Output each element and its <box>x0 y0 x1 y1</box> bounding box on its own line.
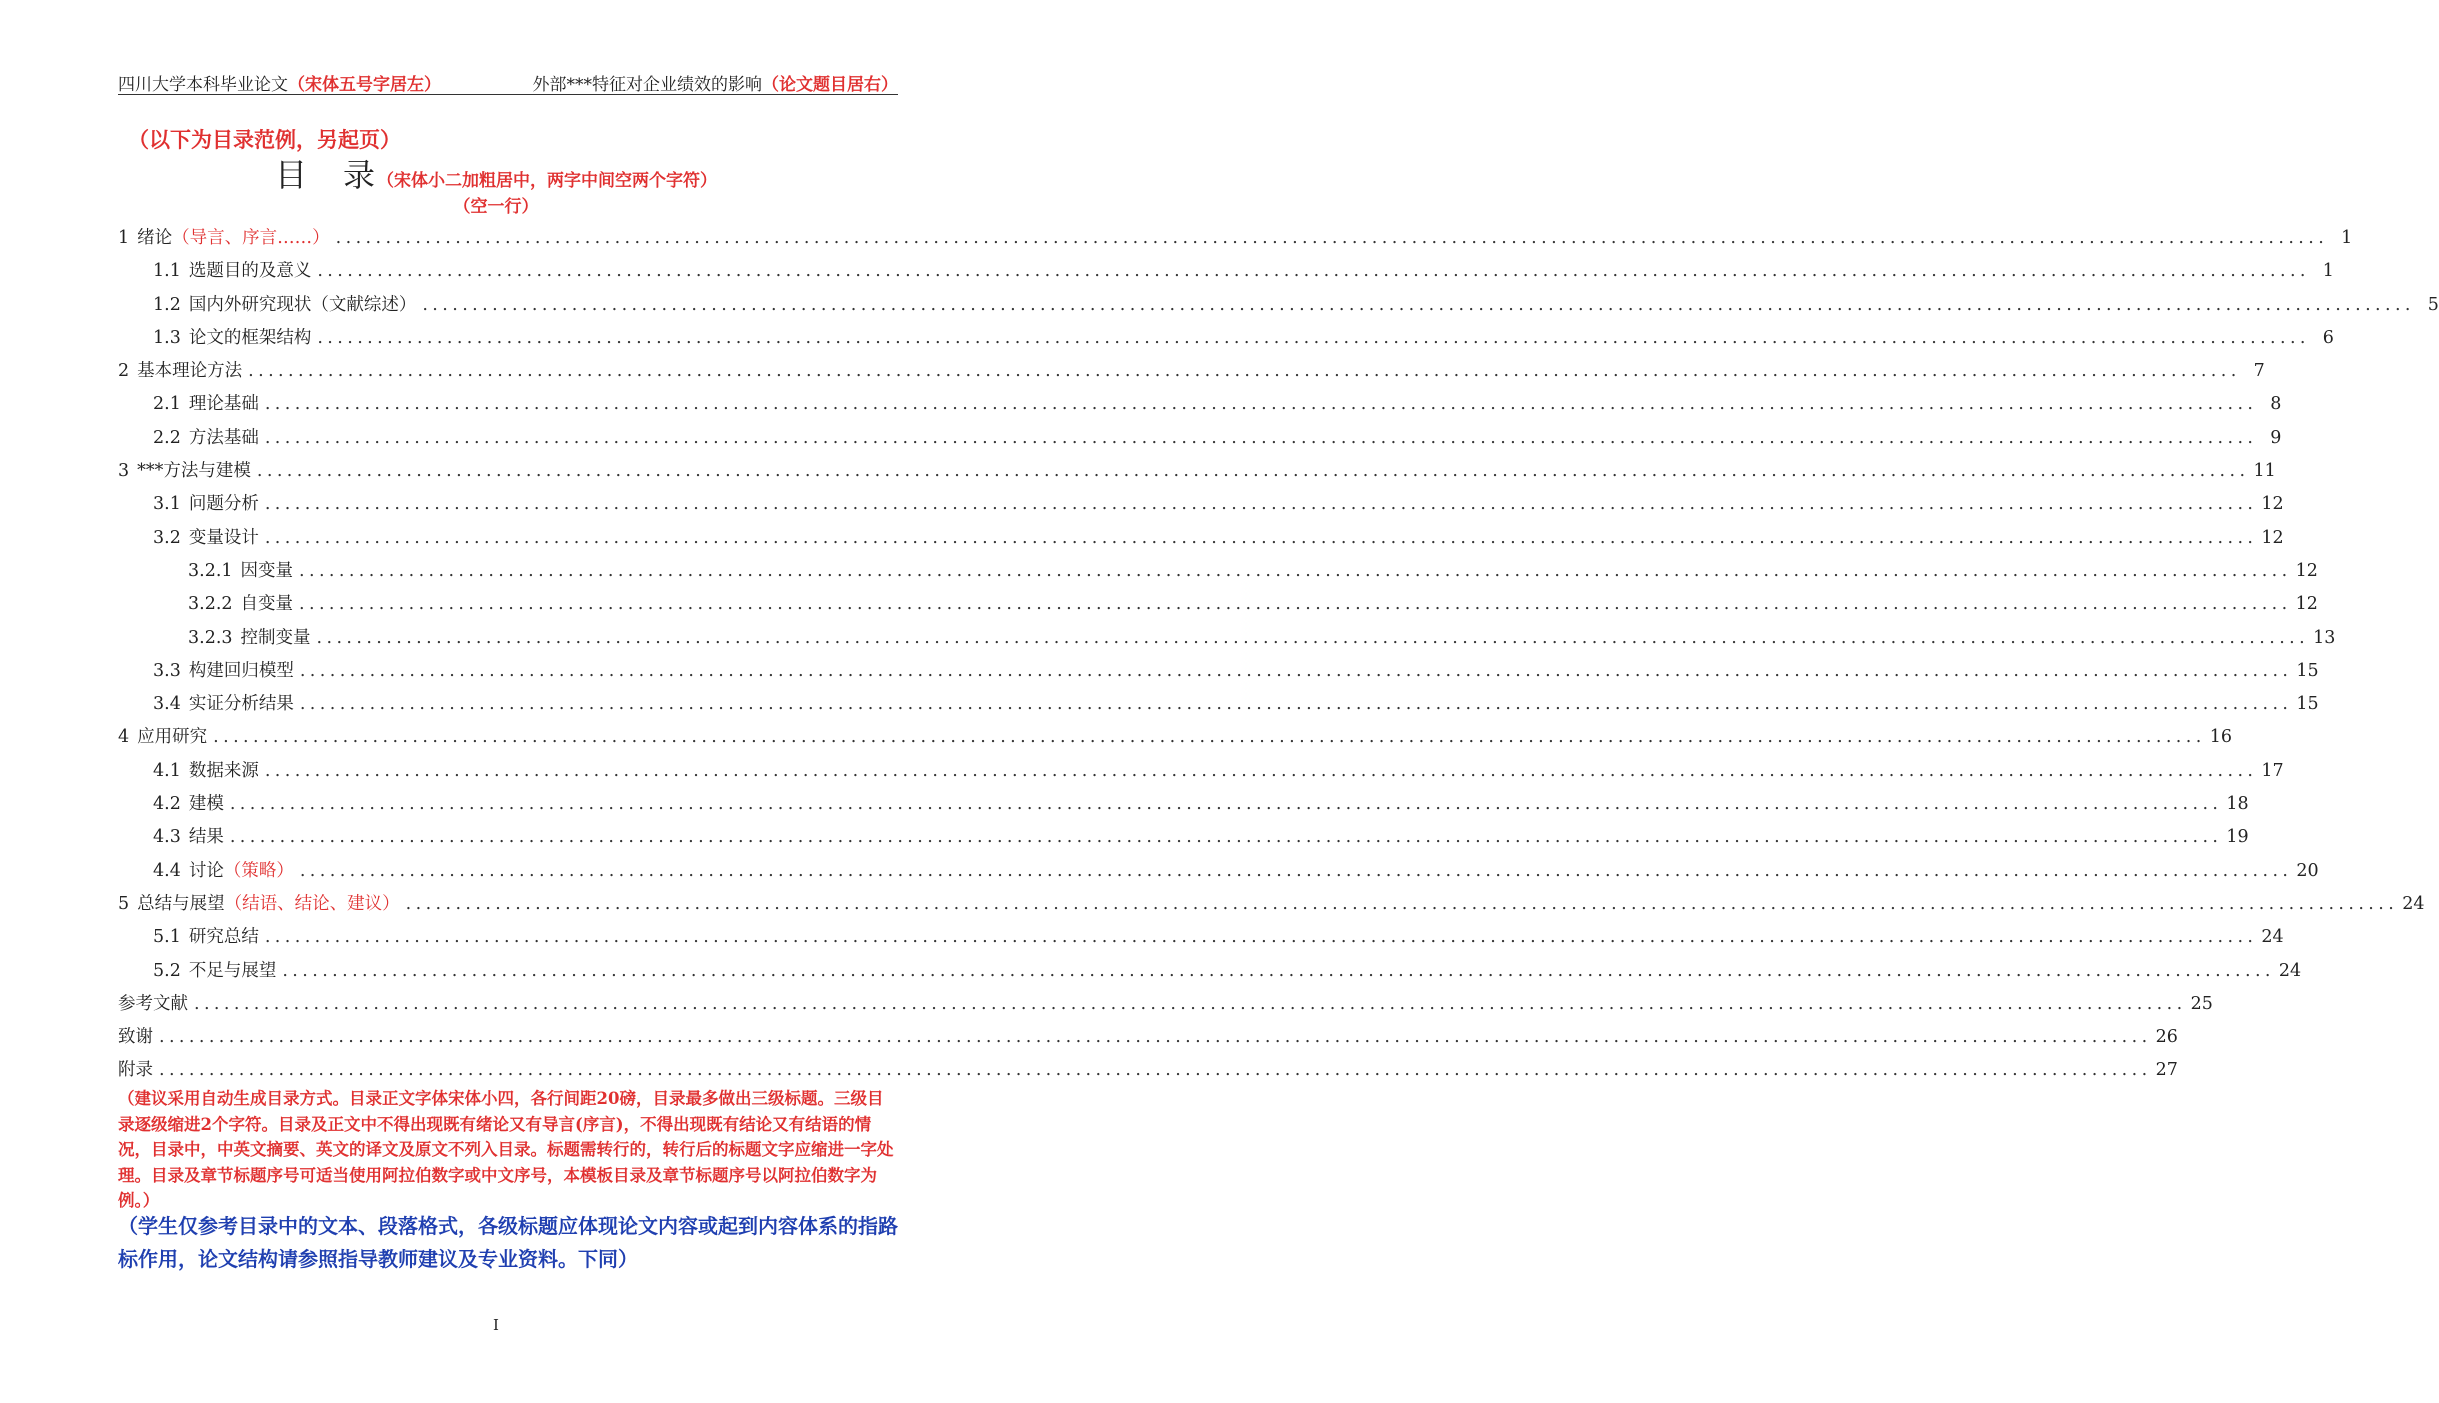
header-left <box>118 70 441 95</box>
toc-leader-dots: ........................................................................................................................................................................................................ <box>248 361 2241 382</box>
toc-entry-label <box>188 555 293 588</box>
toc-entry-number: 1.1 <box>153 261 181 282</box>
toc-leader-dots: ........................................................................................................................................................................................................ <box>317 327 2310 348</box>
toc-entry-label <box>153 921 259 954</box>
toc-title <box>0 150 992 196</box>
toc-entry-title: 控制变量 <box>240 627 311 648</box>
toc-entry-number: 1.3 <box>153 327 181 348</box>
toc-leader-dots: ........................................................................................................................................................................................................ <box>264 394 2258 415</box>
toc-entry-label <box>118 988 188 1021</box>
toc-entry-title: 选题目的及意义 <box>188 261 312 282</box>
toc-title-note: （宋体小二加粗居中，两字中间空两个字符） <box>377 171 717 191</box>
toc-entry-page: 8 <box>2270 394 2282 415</box>
toc-entry-title: 绪论 <box>137 228 173 248</box>
toc-entry-label <box>153 255 311 288</box>
toc-entry-number: 5.1 <box>153 927 181 948</box>
toc-entry-label <box>153 422 259 455</box>
toc-leader-dots: ........................................................................................................................................................................................................ <box>159 1027 2152 1048</box>
toc-entry-note: （策略） <box>223 860 294 881</box>
toc-entry-page: 25 <box>2190 993 2213 1014</box>
toc-entry-number: 4.1 <box>153 760 181 781</box>
toc-leader-dots: ........................................................................................................................................................................................................ <box>299 694 2293 715</box>
toc-entry-title: 附录 <box>118 1060 153 1081</box>
toc-entry-number: 3.2.2 <box>188 594 233 615</box>
toc-entry-number: 3.2.3 <box>188 627 233 648</box>
toc-entry-note: （结语、结论、建议） <box>224 893 400 914</box>
toc-leader-dots: ........................................................................................................................................................................................................ <box>299 860 2293 881</box>
toc-entry-number: 3.4 <box>153 694 181 715</box>
toc-entry-title: 致谢 <box>118 1027 153 1048</box>
toc-entry-label <box>118 721 207 754</box>
toc-leader-dots: ........................................................................................................................................................................................................ <box>299 660 2293 681</box>
blank-line-note: （空一行） <box>453 197 539 217</box>
toc-entry-title: 总结与展望 <box>137 893 225 914</box>
toc-leader-dots: ........................................................................................................................................................................................................ <box>264 427 2258 448</box>
toc-entry-title: 理论基础 <box>188 394 259 415</box>
toc-entry-page: 18 <box>2226 794 2249 815</box>
toc-entry[interactable] <box>118 688 2319 721</box>
toc-entry-title: 建模 <box>188 794 224 815</box>
toc-entry-page: 5 <box>2427 294 2439 315</box>
toc-entry-title: 构建回归模型 <box>188 660 294 681</box>
toc-leader-dots: ........................................................................................................................................................................................................ <box>194 993 2187 1014</box>
toc-leader-dots: ........................................................................................................................................................................................................ <box>335 228 2329 248</box>
toc-entry-label <box>118 1054 153 1087</box>
toc-entry-page: 12 <box>2261 527 2284 548</box>
toc-entry-label <box>118 355 242 388</box>
toc-entry-label <box>153 821 224 854</box>
toc-entry-title: 研究总结 <box>188 927 259 948</box>
toc-leader-dots: ........................................................................................................................................................................................................ <box>264 527 2258 548</box>
toc-entry-label <box>153 322 311 355</box>
toc-entry-number: 5.2 <box>153 960 181 981</box>
toc-entry-number: 2.1 <box>153 394 181 415</box>
toc-entry[interactable] <box>118 422 2282 455</box>
toc-entry-label <box>118 1021 153 1054</box>
toc-entry[interactable] <box>118 555 2318 588</box>
toc-entry[interactable] <box>118 455 2276 488</box>
toc-entry-label <box>153 855 294 888</box>
toc-entry-label <box>153 955 276 988</box>
header-left-text: 四川大学本科毕业论文 <box>118 75 288 95</box>
toc-entry-title: 不足与展望 <box>188 960 277 981</box>
toc-entry-title: 自变量 <box>240 594 294 615</box>
toc-entry-title: 讨论 <box>188 860 224 881</box>
toc-entry[interactable] <box>118 522 2284 555</box>
toc-entry-page: 13 <box>2313 627 2336 648</box>
toc-entry-page: 11 <box>2253 461 2276 482</box>
toc-entry[interactable] <box>118 488 2284 521</box>
toc-entry[interactable] <box>118 788 2249 821</box>
toc-entry-label <box>153 788 224 821</box>
toc-entry[interactable] <box>118 322 2334 355</box>
toc-entry-page: 15 <box>2296 694 2319 715</box>
toc-entry-page: 24 <box>2261 927 2284 948</box>
page-header <box>118 68 898 95</box>
toc-entry-number: 3.1 <box>153 494 181 515</box>
toc-entry-title: 应用研究 <box>137 727 208 748</box>
toc-entry-title: ***方法与建模 <box>137 461 251 482</box>
toc-entry-page: 6 <box>2322 327 2334 348</box>
toc-entry-title: 基本理论方法 <box>137 361 243 382</box>
toc-entry-page: 1 <box>2322 261 2334 282</box>
toc-entry[interactable] <box>118 655 2319 688</box>
toc-entry-page: 12 <box>2295 560 2318 581</box>
student-guidance-note: （学生仅参考目录中的文本、段落格式，各级标题应体现论文内容或起到内容体系的指路标作用，论文结构请参照指导教师建议及专业资料。下同） <box>118 1214 898 1271</box>
toc-entry[interactable] <box>118 755 2284 788</box>
toc-entry-title: 变量设计 <box>188 527 259 548</box>
toc-entry-page: 24 <box>2402 893 2425 914</box>
toc-entry-page: 26 <box>2155 1027 2178 1048</box>
toc-entry-label <box>153 655 294 688</box>
toc-leader-dots: ........................................................................................................................................................................................................ <box>229 794 2223 815</box>
toc-entry-title: 因变量 <box>240 560 294 581</box>
toc-entry-number: 4 <box>118 727 130 748</box>
toc-entry-page: 20 <box>2296 860 2319 881</box>
toc-entry-label <box>153 488 259 521</box>
toc-entry-label <box>118 222 330 255</box>
toc-entry[interactable] <box>118 921 2284 954</box>
toc-entry-number: 3.2.1 <box>188 560 233 581</box>
toc-entry-note: （导言、序言……） <box>172 228 330 248</box>
toc-title-text: 目 录 <box>274 156 377 194</box>
toc-entry-label <box>188 588 293 621</box>
toc-entry-page: 15 <box>2296 660 2319 681</box>
toc-entry[interactable] <box>118 721 2232 754</box>
toc-entry-title: 参考文献 <box>118 993 188 1014</box>
toc-entry-number: 1.2 <box>153 294 181 315</box>
toc-leader-dots: ........................................................................................................................................................................................................ <box>299 594 2292 615</box>
sample-note: （以下为目录范例，另起页） <box>128 127 401 152</box>
toc-entry-number: 3 <box>118 461 130 482</box>
toc-entry-number: 4.2 <box>153 794 181 815</box>
toc-entry-number: 1 <box>118 228 130 248</box>
toc-entry[interactable] <box>118 855 2319 888</box>
toc-entry[interactable] <box>118 955 2302 988</box>
toc-entry[interactable] <box>118 588 2318 621</box>
toc-entry-title: 数据来源 <box>188 760 259 781</box>
toc-entry[interactable] <box>118 388 2282 421</box>
toc-leader-dots: ........................................................................................................................................................................................................ <box>299 560 2292 581</box>
toc-leader-dots: ........................................................................................................................................................................................................ <box>159 1060 2152 1081</box>
header-right-note: （论文题目居右） <box>762 75 898 95</box>
toc-entry-label <box>153 388 259 421</box>
toc-leader-dots: ........................................................................................................................................................................................................ <box>229 827 2223 848</box>
toc-entry-label <box>153 688 294 721</box>
toc-leader-dots: ........................................................................................................................................................................................................ <box>264 927 2258 948</box>
toc-entry-page: 12 <box>2295 594 2318 615</box>
toc-entry-label <box>153 755 259 788</box>
format-instructions-note: （建议采用自动生成目录方式。目录正文字体宋体小四，各行间距20磅，目录最多做出三级标题。三级目录逐级缩进2个字符。目录及正文中不得出现既有绪论又有导言(序言)，不得出现既有结论又有结语的情况，目录中，中英文摘要、英文的译文及原文不列入目录。标题需转行的，转行后的标题文字应缩进一字处理。目录及章节标题序号可适当使用阿拉伯数字或中文序号，本模板目录及章节标题序号以阿拉伯数字为例。） <box>118 1089 894 1210</box>
toc-entry-number: 3.2 <box>153 527 181 548</box>
toc-entry[interactable] <box>118 1054 2178 1087</box>
toc-entry-number: 2.2 <box>153 427 181 448</box>
toc-entry[interactable] <box>118 222 2353 255</box>
page-number: I <box>493 1316 499 1334</box>
toc-entry[interactable] <box>118 1021 2178 1054</box>
toc-entry-page: 7 <box>2253 361 2265 382</box>
toc-leader-dots: ........................................................................................................................................................................................................ <box>264 494 2258 515</box>
toc-entry-page: 1 <box>2341 228 2353 248</box>
toc-entry-number: 3.3 <box>153 660 181 681</box>
toc-entry-title: 方法基础 <box>188 427 259 448</box>
toc-entry-page: 9 <box>2270 427 2282 448</box>
toc-entry-page: 17 <box>2261 760 2284 781</box>
toc-leader-dots: ........................................................................................................................................................................................................ <box>317 261 2310 282</box>
toc-leader-dots: ........................................................................................................................................................................................................ <box>316 627 2310 648</box>
toc-entry-title: 国内外研究现状（文献综述） <box>188 294 417 315</box>
toc-entry[interactable] <box>118 988 2213 1021</box>
toc-entry[interactable] <box>118 355 2265 388</box>
toc-entry[interactable] <box>118 255 2334 288</box>
toc-entry[interactable] <box>118 821 2249 854</box>
toc-leader-dots: ........................................................................................................................................................................................................ <box>213 727 2206 748</box>
toc-entry[interactable] <box>118 289 2439 322</box>
toc-leader-dots: ........................................................................................................................................................................................................ <box>405 893 2399 914</box>
toc-leader-dots: ........................................................................................................................................................................................................ <box>422 294 2415 315</box>
toc-entry-title: 问题分析 <box>188 494 259 515</box>
header-left-note: （宋体五号字居左） <box>288 75 441 95</box>
toc-entry-page: 27 <box>2155 1060 2178 1081</box>
toc-entry-label <box>188 622 311 655</box>
toc-entry-page: 24 <box>2278 960 2302 981</box>
toc-entry-label <box>118 888 400 921</box>
header-right-text: 外部***特征对企业绩效的影响 <box>532 75 762 95</box>
table-of-contents <box>118 222 2439 1088</box>
toc-entry[interactable] <box>118 622 2336 655</box>
toc-entry[interactable] <box>118 888 2425 921</box>
toc-entry-number: 2 <box>118 361 130 382</box>
toc-entry-number: 4.4 <box>153 860 181 881</box>
toc-entry-label <box>153 522 259 555</box>
toc-entry-title: 结果 <box>188 827 224 848</box>
toc-entry-page: 16 <box>2209 727 2232 748</box>
toc-entry-number: 4.3 <box>153 827 181 848</box>
toc-entry-title: 论文的框架结构 <box>188 327 312 348</box>
toc-leader-dots: ........................................................................................................................................................................................................ <box>256 461 2250 482</box>
toc-entry-title: 实证分析结果 <box>188 694 294 715</box>
toc-leader-dots: ........................................................................................................................................................................................................ <box>264 760 2258 781</box>
toc-entry-page: 12 <box>2261 494 2284 515</box>
header-right <box>533 70 899 95</box>
toc-entry-label <box>118 455 251 488</box>
toc-entry-number: 5 <box>118 893 130 914</box>
toc-entry-label <box>153 289 416 322</box>
toc-entry-page: 19 <box>2226 827 2249 848</box>
toc-leader-dots: ........................................................................................................................................................................................................ <box>282 960 2275 981</box>
